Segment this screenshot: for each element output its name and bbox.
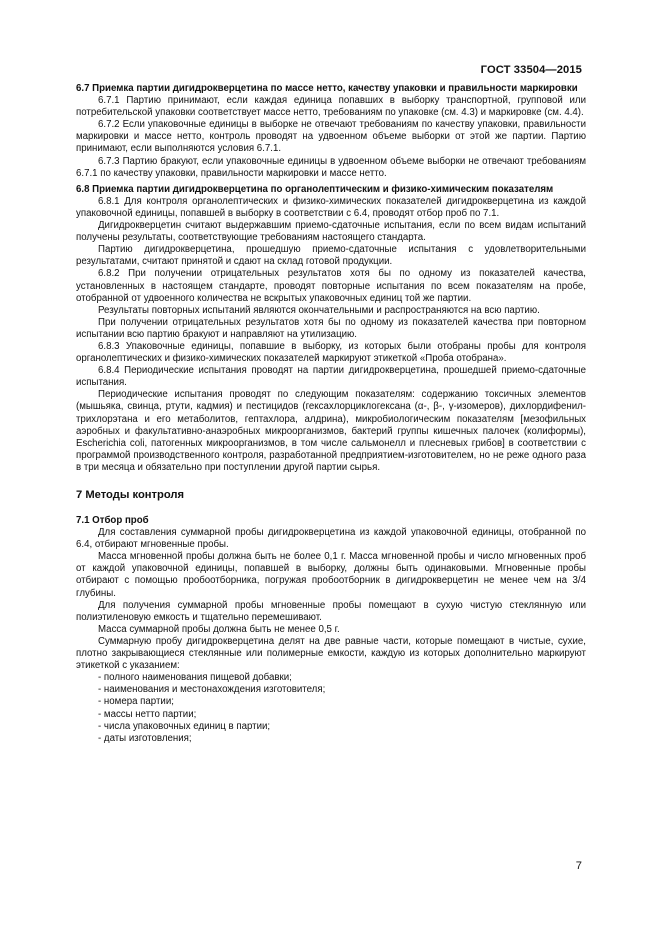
paragraph: Периодические испытания проводят по следующим показателям: содержанию токсичных элементов (мышьяка, свинца, ртути, кадмия) и пестицидов (гексахлорциклогексана (α-, β-, γ-изомеров), дихлордифенил-трихлорэтана и его метаболитов, гептахлора, алдрина), микробиологическим показателям [мезофильных аэробных и факультативно-анаэробных микроорганизмов, бактерий группы кишечных палочек (колиформы), Escherichia coli, патогенных микроорганизмов, в том числе сальмонелл и плесневых грибов] в соответствии с программой производственного контроля, разработанной предприятием-изготовителем, но не реже одного раза в три месяца и обязательно при поступлении другой партии сырья. bbox=[76, 389, 586, 473]
list-item bbox=[76, 721, 586, 733]
paragraph: Результаты повторных испытаний являются окончательными и распространяются на всю партию. bbox=[98, 304, 540, 316]
document-code: ГОСТ 33504—2015 bbox=[480, 64, 582, 76]
list-item-text: - числа упаковочных единиц в партии; bbox=[98, 720, 271, 732]
page-content bbox=[76, 83, 586, 745]
paragraph: При получении отрицательных результатов хотя бы по одному из показателей качества при повторном испытании всю партию бракуют и направляют на утилизацию. bbox=[76, 316, 586, 340]
section-heading-6-7: 6.7 Приемка партии дигидрокверцетина по массе нетто, качеству упаковки и правильности маркировки bbox=[76, 83, 578, 94]
paragraph-6-7-1: 6.7.1 Партию принимают, если каждая единица попавших в выборку транспортной, групповой или потребительской упаковки соответствует массе нетто, требованиям по упаковке (см. 4.3) и маркировке (см. 4.4). bbox=[76, 95, 586, 119]
paragraph: Масса мгновенной пробы должна быть не более 0,1 г. Масса мгновенной пробы и число мгновенных проб от каждой упаковочной единицы, попавшей в выборку, должны быть одинаковыми. Мгновенные пробы отбирают с помощью пробоотборника, погружая пробоотборник в дигидрокверцетин не менее чем на 3/4 глубины. bbox=[76, 551, 586, 599]
paragraph: Масса суммарной пробы должна быть не менее 0,5 г. bbox=[98, 623, 340, 635]
page-number: 7 bbox=[575, 860, 582, 872]
paragraph-6-8-1: 6.8.1 Для контроля органолептических и физико-химических показателей дигидрокверцетина из каждой упаковочной единицы, попавшей в выборку в соответствии с 6.4, проводят отбор проб по 7.1. bbox=[76, 195, 586, 219]
paragraph-6-8-3: 6.8.3 Упаковочные единицы, попавшие в выборку, из которых были отобраны пробы для контроля органолептических и физико-химических показателей маркируют этикеткой «Проба отобрана». bbox=[76, 340, 586, 365]
list-item bbox=[76, 672, 586, 684]
list-item bbox=[76, 709, 586, 721]
paragraph-6-8-4: 6.8.4 Периодические испытания проводят на партии дигидрокверцетина, прошедшей приемо-сдаточные испытания. bbox=[76, 365, 586, 389]
section-heading-7: 7 Методы контроля bbox=[76, 489, 185, 501]
subsection-heading-7-1: 7.1 Отбор проб bbox=[76, 515, 149, 526]
list-item-text: - номера партии; bbox=[98, 696, 174, 708]
paragraph: Партию дигидрокверцетина, прошедшую приемо-сдаточные испытания с удовлетворительными результатами, считают принятой и сдают на склад готовой продукции. bbox=[76, 244, 586, 268]
section-heading-6-8: 6.8 Приемка партии дигидрокверцетина по органолептическим и физико-химическим показателям bbox=[76, 183, 554, 195]
list-item-text: - даты изготовления; bbox=[98, 732, 192, 744]
list-item bbox=[76, 696, 586, 708]
paragraph-6-7-3: 6.7.3 Партию бракуют, если упаковочные единицы в удвоенном объеме выборки не отвечают требованиям 6.7.1 по качеству упаковки, правильности маркировки и массе нетто. bbox=[76, 155, 586, 179]
paragraph: Дигидрокверцетин считают выдержавшим приемо-сдаточные испытания, если по всем видам испытаний получены результаты, соответствующие требованиям настоящего стандарта. bbox=[76, 220, 586, 244]
paragraph: Суммарную пробу дигидрокверцетина делят на две равные части, которые помещают в чистые, сухие, плотно закрывающиеся стеклянные или полимерные емкости, каждую из которых дополнительно маркируют этикеткой с указанием: bbox=[76, 635, 586, 672]
paragraph-6-7-2: 6.7.2 Если упаковочные единицы в выборке не отвечают требованиям по качеству упаковки, правильности маркировки и массе нетто, контроль проводят на удвоенном объеме выборки от этой же партии. Партию принимают, если выполняются условия 6.7.1. bbox=[76, 119, 586, 155]
list-item-text: - массы нетто партии; bbox=[98, 708, 197, 720]
paragraph: Для составления суммарной пробы дигидрокверцетина из каждой упаковочной единицы, отобранной по 6.4, отбирают мгновенные пробы. bbox=[76, 527, 586, 551]
list-item bbox=[76, 684, 586, 696]
paragraph-6-8-2: 6.8.2 При получении отрицательных результатов хотя бы по одному из показателей качества, установленных в настоящем стандарте, проводят повторные испытания по всем показателям на пробе, отобранной от удвоенного количества не вскрытых упаковочных единиц той же партии. bbox=[76, 268, 586, 304]
list-item-text: - наименования и местонахождения изготовителя; bbox=[98, 684, 326, 696]
list-item bbox=[76, 733, 586, 745]
label-requirements-list bbox=[76, 672, 586, 745]
paragraph: Для получения суммарной пробы мгновенные пробы помещают в сухую чистую стеклянную или полиэтиленовую емкость и тщательно перемешивают. bbox=[76, 599, 586, 623]
list-item-text: - полного наименования пищевой добавки; bbox=[98, 672, 292, 684]
